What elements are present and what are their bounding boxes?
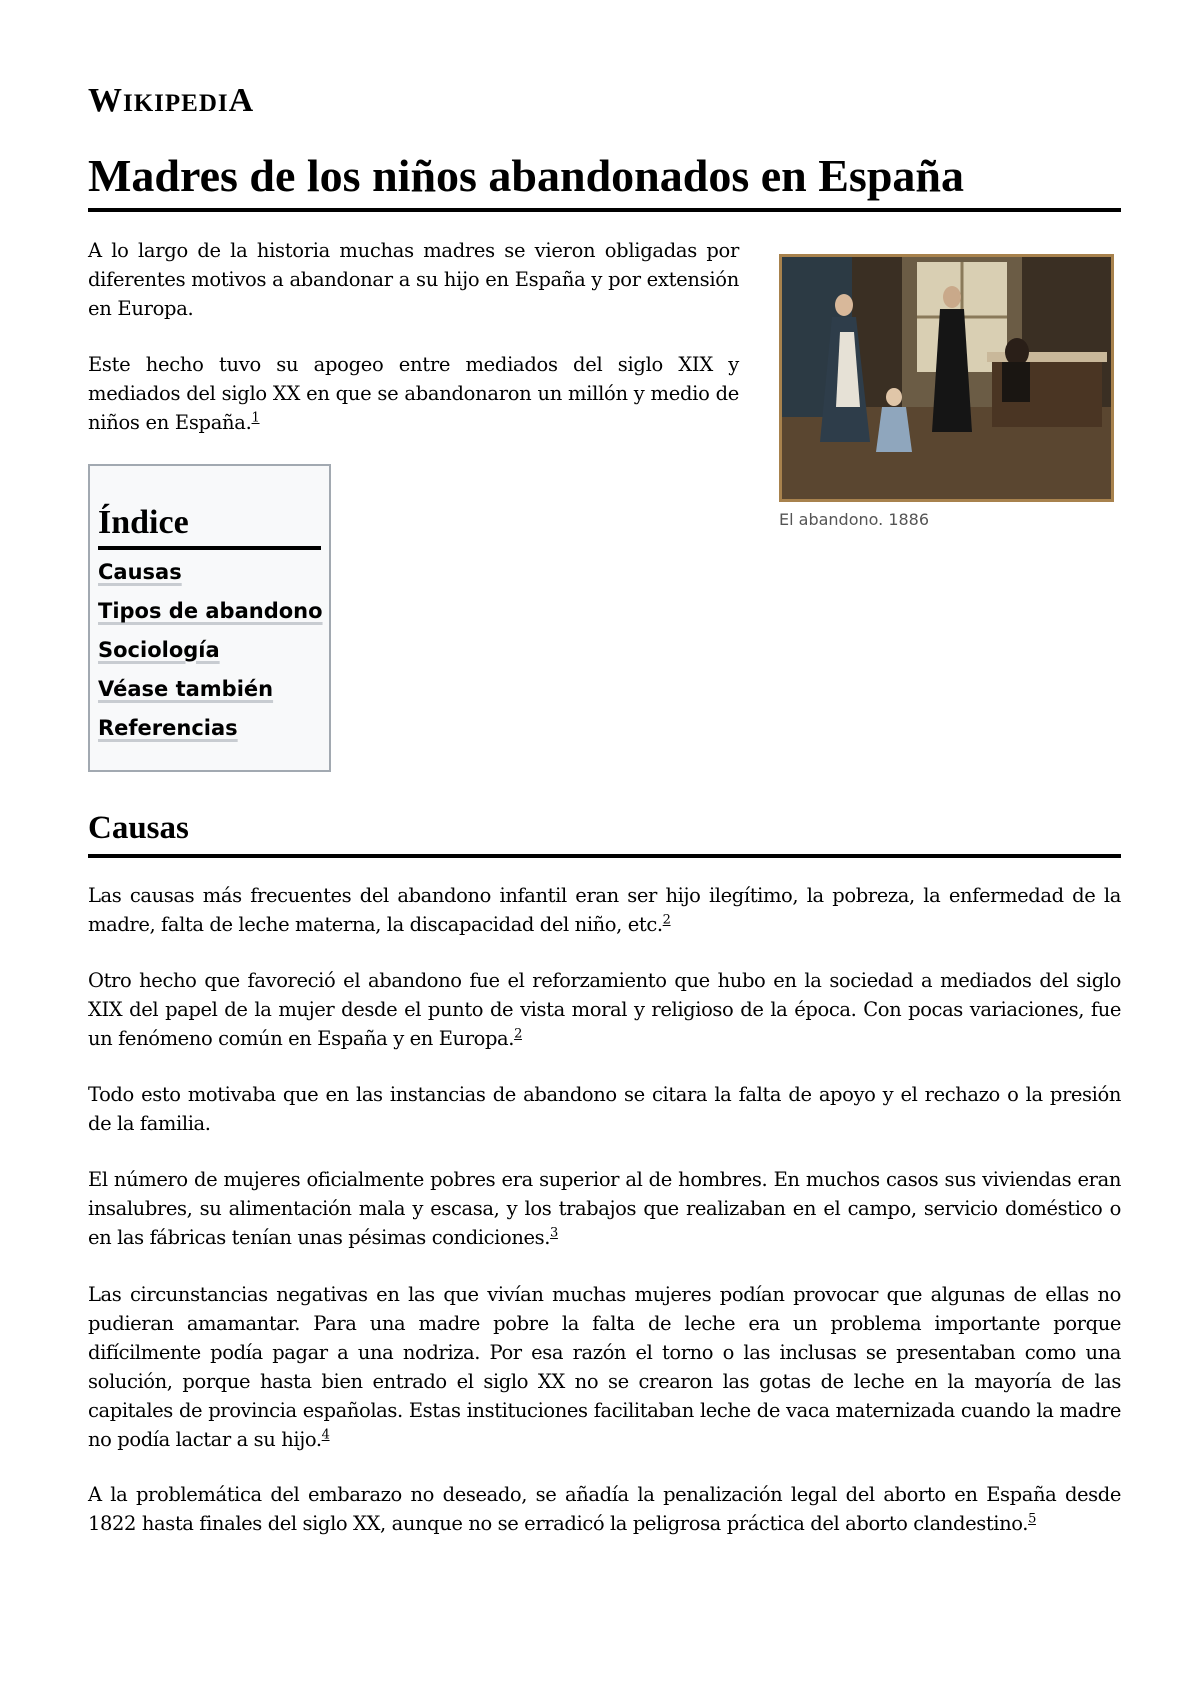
- lead-paragraph: [88, 350, 739, 437]
- section-paragraph-text: A la problemática del embarazo no deseado, se añadía la penalización legal del aborto en España desde 1822 hasta finales del siglo XX, aunque no se erradicó la peligrosa práctica del aborto clandestino.: [88, 1483, 1121, 1535]
- section-paragraph-text: Las causas más frecuentes del abandono infantil eran ser hijo ilegítimo, la pobreza, la enfermedad de la madre, falta de leche materna, la discapacidad del niño, etc.: [88, 884, 1121, 936]
- section-paragraph: [88, 1480, 1121, 1538]
- lead-paragraph-text: A lo largo de la historia muchas madres se vieron obligadas por diferentes motivos a abandonar a su hijo en España y por extensión en Europa.: [88, 239, 739, 320]
- toc-title: Índice: [98, 502, 321, 550]
- section-paragraph: [88, 881, 1121, 939]
- section-paragraph-text: Las circunstancias negativas en las que vivían muchas mujeres podían provocar que algunas de ellas no pudieran amamantar. Para una madre pobre la falta de leche era un problema importante porque difícilmente podía pagar a una nodriza. Por esa razón el torno o las inclusas se presentaban como una solución, porque hasta bien entrado el siglo XX no se crearon las gotas de leche en la mayoría de las capitales de provincia españolas. Estas instituciones facilitaban leche de vaca maternizada cuando la madre no podía lactar a su hijo.: [88, 1283, 1121, 1451]
- toc-item-referencias[interactable]: Referencias: [98, 716, 238, 740]
- page-title: Madres de los niños abandonados en España: [88, 148, 1121, 212]
- lead-paragraph: [88, 236, 739, 323]
- lead-paragraph-text: Este hecho tuvo su apogeo entre mediados del siglo XIX y mediados del siglo XX en que se abandonaron un millón y medio de niños en España.: [88, 353, 739, 434]
- table-of-contents: [88, 464, 331, 772]
- citation-link[interactable]: 2: [662, 912, 671, 928]
- section-paragraph: [88, 1165, 1121, 1252]
- section-paragraph: [88, 1080, 1121, 1138]
- citation-link[interactable]: 2: [514, 1026, 522, 1042]
- section-paragraph: [88, 966, 1121, 1053]
- citation-link[interactable]: 3: [550, 1225, 558, 1241]
- section-paragraph-text: El número de mujeres oficialmente pobres era superior al de hombres. En muchos casos sus viviendas eran insalubres, su alimentación mala y escasa, y los trabajos que realizaban en el campo, servicio doméstico o en las fábricas tenían unas pésimas condiciones.: [88, 1168, 1121, 1249]
- toc-item-causas[interactable]: Causas: [98, 560, 182, 584]
- painting-image[interactable]: [779, 254, 1114, 502]
- section-paragraph-text: Otro hecho que favoreció el abandono fue el reforzamiento que hubo en la sociedad a mediados del siglo XIX del papel de la mujer desde el punto de vista moral y religioso de la época. Con pocas variaciones, fue un fenómeno común en España y en Europa.: [88, 969, 1121, 1050]
- section-heading: Causas: [88, 808, 1121, 858]
- infobox-figure: [779, 254, 1120, 529]
- citation-link[interactable]: 4: [321, 1427, 330, 1443]
- citation-link[interactable]: 1: [251, 410, 260, 426]
- section-paragraph-text: Todo esto motivaba que en las instancias de abandono se citara la falta de apoyo y el rechazo o la presión de la familia.: [88, 1083, 1121, 1135]
- citation-link[interactable]: 5: [1028, 1511, 1036, 1527]
- toc-item-tipos-de-abandono[interactable]: Tipos de abandono: [98, 599, 323, 623]
- section-paragraph: [88, 1280, 1121, 1454]
- toc-item-vease-tambien[interactable]: Véase también: [98, 677, 274, 701]
- figure-caption: El abandono. 1886: [779, 510, 930, 529]
- wikipedia-logo[interactable]: WIKIPEDIA: [88, 82, 255, 119]
- toc-item-sociologia[interactable]: Sociología: [98, 638, 220, 662]
